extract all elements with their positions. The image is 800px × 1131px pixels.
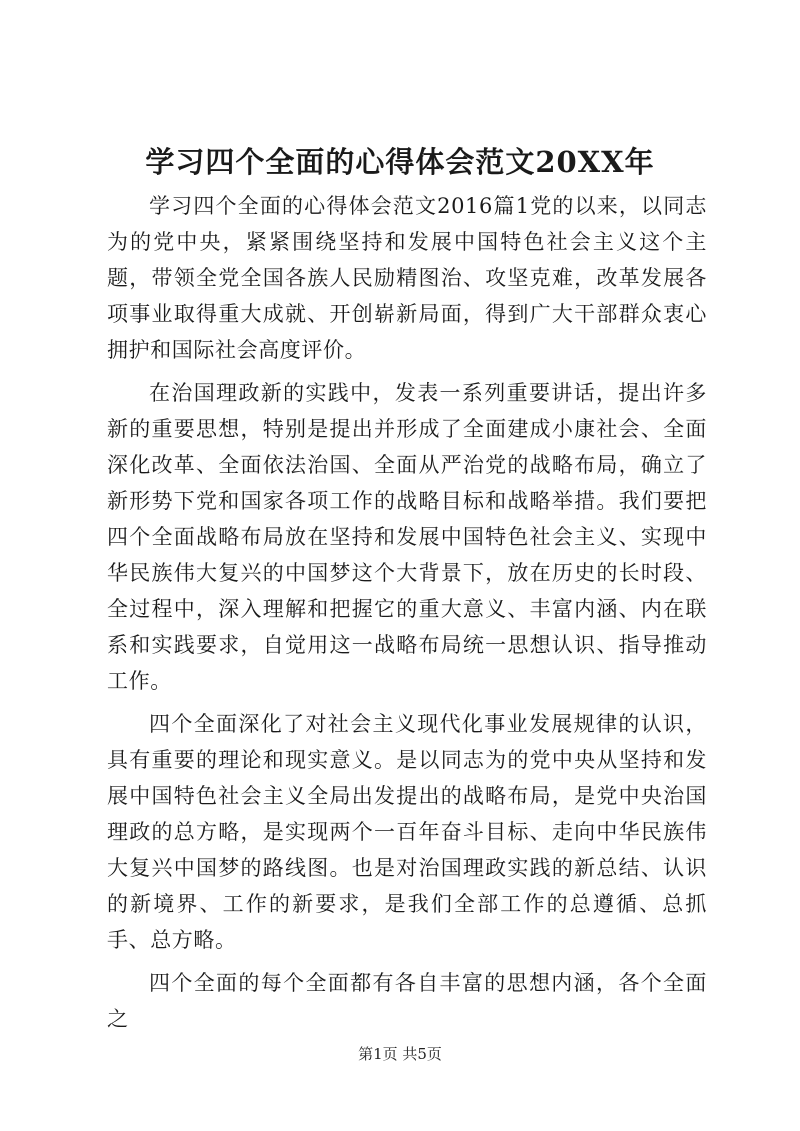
paragraph-3: 四个全面深化了对社会主义现代化事业发展规律的认识，具有重要的理论和现实意义。是以同志为的党中央从坚持和发展中国特色社会主义全局出发提出的战略布局，是党中央治国理政的总方略，是实现两个一百年奋斗目标、走向中华民族伟大复兴中国梦的路线图。也是对治国理政实践的新总结、认识的新境界、工作的新要求，是我们全部工作的总遵循、总抓手、总方略。 — [107, 712, 707, 952]
paragraph-1: 学习四个全面的心得体会范文2016篇1党的以来，以同志为的党中央，紧紧围绕坚持和发展中国特色社会主义这个主题，带领全党全国各族人民励精图治、攻坚克难，改革发展各项事业取得重大成就、开创崭新局面，得到广大干部群众衷心拥护和国际社会高度评价。 — [107, 194, 707, 362]
document-body — [107, 188, 707, 1037]
document-title: 学习四个全面的心得体会范文20XX年 — [145, 145, 655, 179]
paragraph-4: 四个全面的每个全面都有各自丰富的思想内涵，各个全面之 — [107, 971, 707, 1031]
paragraph-2: 在治国理政新的实践中，发表一系列重要讲话，提出许多新的重要思想，特别是提出并形成了全面建成小康社会、全面深化改革、全面依法治国、全面从严治党的战略布局，确立了新形势下党和国家各项工作的战略目标和战略举措。我们要把四个全面战略布局放在坚持和发展中国特色社会主义、实现中华民族伟大复兴的中国梦这个大背景下，放在历史的长时段、全过程中，深入理解和把握它的重大意义、丰富内涵、内在联系和实践要求，自觉用这一战略布局统一思想认识、指导推动工作。 — [107, 381, 707, 693]
page-number-footer: 第1页 共5页 — [358, 1045, 442, 1063]
